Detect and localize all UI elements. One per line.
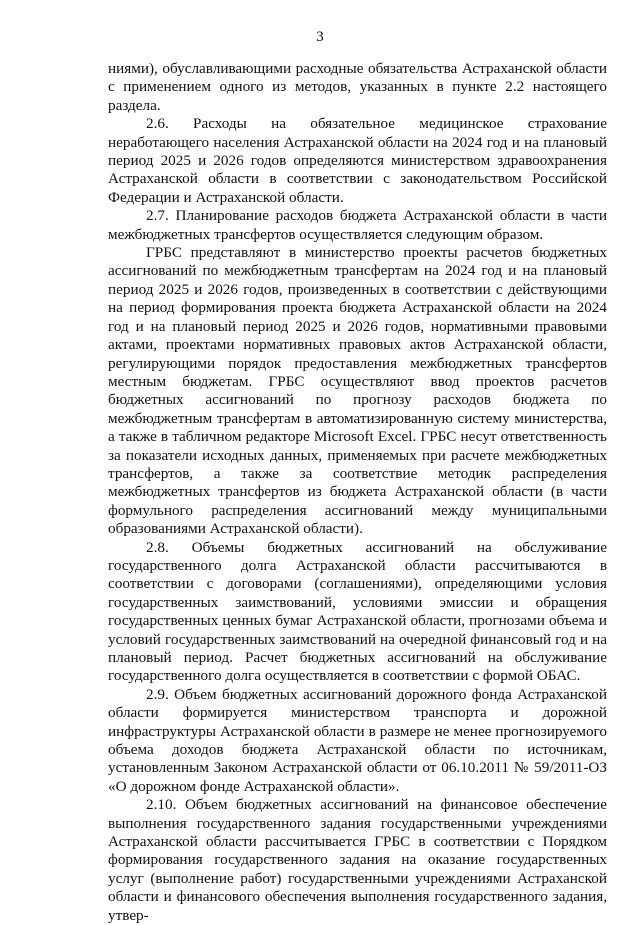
paragraph-2-7: 2.7. Планирование расходов бюджета Астраханской области в части межбюджетных трансфертов осуществляется следующим образом. (108, 207, 607, 243)
paragraph-continuation: ниями), обуславливающими расходные обязательства Астраханской области с применением одного из методов, указанных в пункте 2.2 настоящего раздела. (108, 60, 607, 114)
paragraph-2-6: 2.6. Расходы на обязательное медицинское страхование неработающего населения Астраханской области на 2024 год и на плановый период 2025 и 2026 годов определяются министерством здравоохранения Астраханской области в соответствии с законодательством Российской Федерации и Астраханской области. (108, 115, 607, 206)
document-body (108, 60, 607, 925)
paragraph-grbs: ГРБС представляют в министерство проекты расчетов бюджетных ассигнований по межбюджетным трансфертам на 2024 год и на плановый период 2025 и 2026 годов, произведенных в соответствии с действующими на период формирования проекта бюджета Астраханской области на 2024 год и на плановый период 2025 и 2026 годов, нормативными правовыми актами, проектами нормативных правовых актов Астраханской области, регулирующими порядок предоставления межбюджетных трансфертов местным бюджетам. ГРБС осуществляют ввод проектов расчетов бюджетных ассигнований по прогнозу расходов бюджета по межбюджетным трансфертам в автоматизированную систему министерства, а также в табличном редакторе Microsoft Excel. ГРБС несут ответственность за показатели исходных данных, применяемых при расчете межбюджетных трансфертов, а также за соответствие методик распределения межбюджетных трансфертов из бюджета Астраханской области (в части формульного распределения ассигнований между муниципальными образованиями Астраханской области). (108, 244, 607, 538)
page-number: 3 (316, 29, 324, 45)
paragraph-2-10: 2.10. Объем бюджетных ассигнований на финансовое обеспечение выполнения государственного задания государственными учреждениями Астраханской области рассчитывается ГРБС в соответствии с Порядком формирования государственного задания на оказание государственных услуг (выполнение работ) государственными учреждениями Астраханской области и финансового обеспечения выполнения государственного задания, утвер- (108, 796, 607, 924)
paragraph-2-9: 2.9. Объем бюджетных ассигнований дорожного фонда Астраханской области формируется министерством транспорта и дорожной инфраструктуры Астраханской области в размере не менее прогнозируемого объема доходов бюджета Астраханской области по источникам, установленным Законом Астраханской области от 06.10.2011 № 59/2011-ОЗ «О дорожном фонде Астраханской области». (108, 685, 607, 795)
paragraph-2-8: 2.8. Объемы бюджетных ассигнований на обслуживание государственного долга Астраханской области рассчитываются в соответствии с договорами (соглашениями), определяющими условия государственных заимствований, условиями эмиссии и обращения государственных ценных бумаг Астраханской области, прогнозами объема и условий государственных заимствований на очередной финансовый год и на плановый период. Расчет бюджетных ассигнований на обслуживание государственного долга осуществляется в соответствии с формой ОБАС. (108, 538, 607, 685)
